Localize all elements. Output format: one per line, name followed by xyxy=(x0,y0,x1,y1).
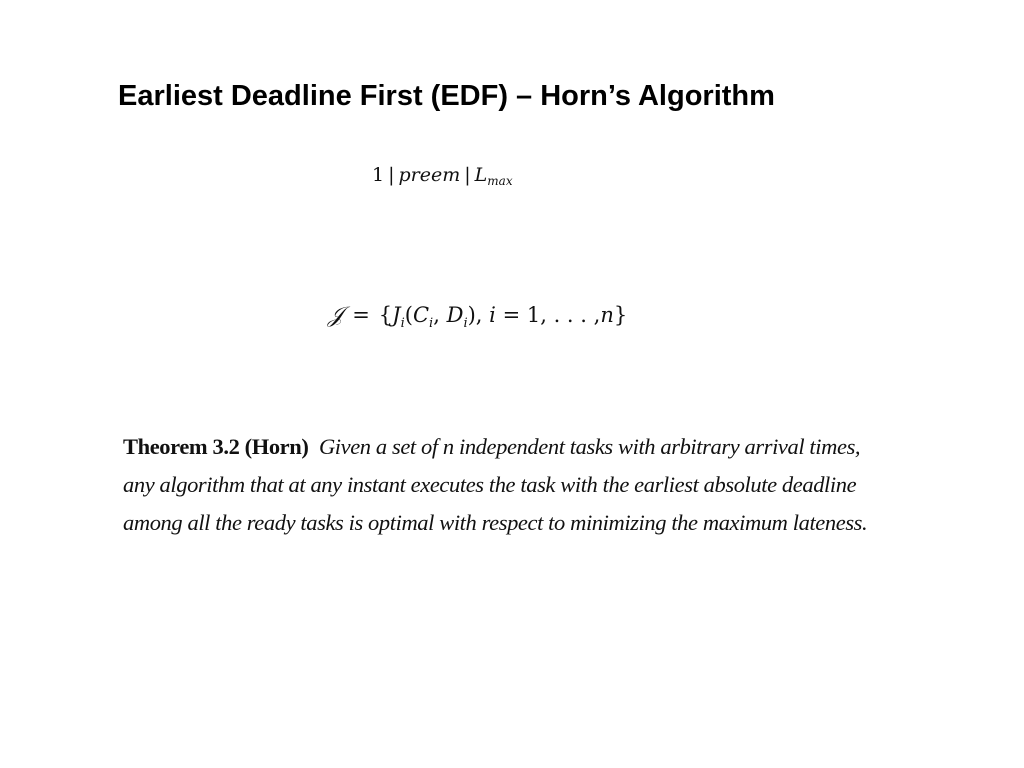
theorem-block xyxy=(123,428,923,542)
notation-constraint: preem xyxy=(398,164,461,186)
task-set-definition xyxy=(328,298,627,333)
theorem-line-1 xyxy=(123,428,923,466)
theorem-text-line-1: Given a set of n independent tasks with arbitrary arrival times, xyxy=(318,434,861,459)
theorem-text-line-3: among all the ready tasks is optimal with respect to minimizing the maximum lateness. xyxy=(123,510,868,535)
index-range: 1, . . . , xyxy=(526,303,601,327)
notation-separator-1: | xyxy=(388,164,395,186)
notation-objective: L xyxy=(474,164,488,186)
slide-title: Earliest Deadline First (EDF) – Horn’s Algorithm xyxy=(118,80,775,112)
index-upper: n xyxy=(600,303,614,327)
computation-symbol: C xyxy=(412,303,430,327)
task-close-paren: ), xyxy=(467,303,483,327)
deadline-symbol: D xyxy=(446,303,464,327)
task-open-paren: ( xyxy=(404,303,413,327)
task-set-close-brace: } xyxy=(613,303,628,327)
theorem-label: Theorem 3.2 (Horn) xyxy=(123,434,309,459)
task-subscript: i xyxy=(400,316,405,331)
deadline-subscript: i xyxy=(463,316,468,331)
task-set-equals: = xyxy=(352,303,370,327)
notation-objective-subscript: max xyxy=(487,174,513,188)
notation-machines: 1 xyxy=(372,164,385,186)
theorem-text-line-2: any algorithm that at any instant executes the task with the earliest absolute deadline xyxy=(123,472,857,497)
notation-separator-2: | xyxy=(464,164,471,186)
task-inner-comma: , xyxy=(433,303,440,327)
scheduling-notation xyxy=(372,160,513,190)
task-set-open-brace: { xyxy=(378,303,393,327)
computation-subscript: i xyxy=(429,316,434,331)
task-set-symbol: 𝒥 xyxy=(328,303,344,328)
index-variable: i xyxy=(489,303,496,327)
task-symbol: J xyxy=(392,303,401,327)
index-equals: = xyxy=(502,303,521,327)
